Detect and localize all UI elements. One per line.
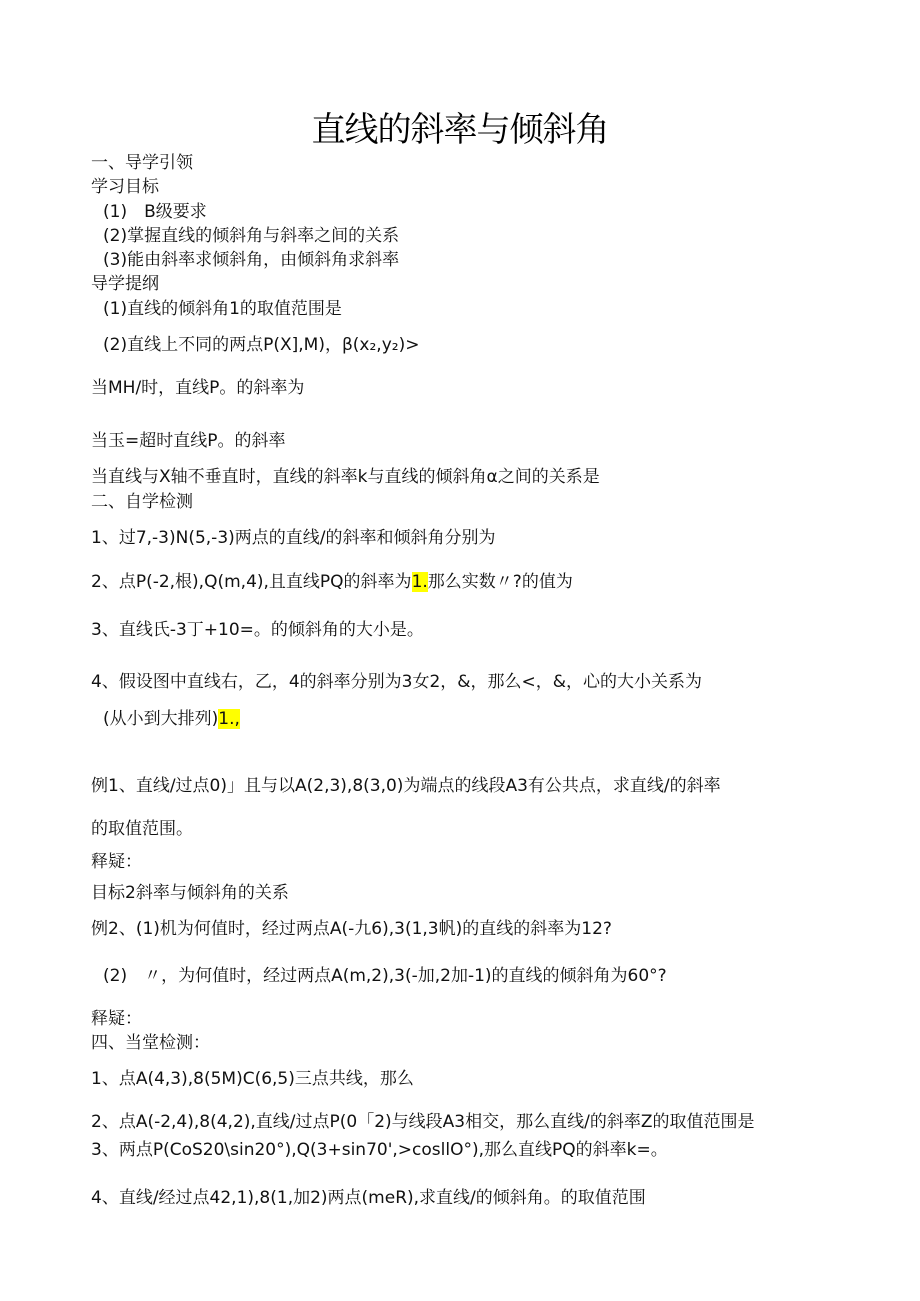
- text-line: (2)掌握直线的倾斜角与斜率之间的关系: [103, 226, 400, 246]
- question-item: 1、点A(4,3),8(5M)C(6,5)三点共线，那么: [91, 1069, 414, 1089]
- text-line: 当MH/时，直线P。的斜率为: [91, 378, 305, 398]
- page-title: 直线的斜率与倾斜角: [311, 110, 609, 150]
- question-item: [103, 708, 240, 730]
- text-line: 释疑：: [91, 852, 142, 872]
- example-item: (2) 〃，为何值时，经过两点A(m,2),3(-加,2加-1)的直线的倾斜角为60°?: [103, 966, 667, 986]
- example-item: 例2、(1)机为何值时，经过两点A(-九6),3(1,3帆)的直线的斜率为12?: [91, 919, 612, 939]
- question-item: 2、点A(-2,4),8(4,2),直线/过点P(0「2)与线段A3相交，那么直线/的斜率Z的取值范围是: [91, 1112, 755, 1132]
- text-line: (2)直线上不同的两点P(X],M)，β(x₂,y₂)>: [103, 335, 420, 355]
- example-item: 例1、直线/过点0)」且与以A(2,3),8(3,0)为端点的线段A3有公共点，求直线/的斜率: [91, 776, 721, 796]
- text-line: 释疑：: [91, 1009, 142, 1029]
- section-heading: 二、自学检测: [91, 492, 193, 512]
- question-item: 3、两点P(CoS20\sin20°),Q(3+sin70',>cosllO°),那么直线PQ的斜率k=。: [91, 1140, 668, 1160]
- question-item: [91, 571, 573, 593]
- text-line: 当直线与X轴不垂直时，直线的斜率k与直线的倾斜角α之间的关系是: [91, 467, 600, 487]
- question-item: 4、直线/经过点42,1),8(1,加2)两点(meR),求直线/的倾斜角。的取值范围: [91, 1188, 646, 1208]
- text-line: (1)直线的倾斜角1的取值范围是: [103, 299, 342, 319]
- question-item: 1、过7,-3)N(5,-3)两点的直线/的斜率和倾斜角分别为: [91, 528, 496, 548]
- highlighted-text: 1.,: [218, 709, 240, 729]
- question-item: 3、直线氏-3丁+10=。的倾斜角的大小是。: [91, 620, 424, 640]
- question-item: 4、假设图中直线右，乙，4的斜率分别为3女2，&，那么<，&，心的大小关系为: [91, 672, 703, 692]
- text-line: (3)能由斜率求倾斜角，由倾斜角求斜率: [103, 250, 400, 270]
- highlighted-text: 1.: [411, 572, 428, 592]
- subheading: 导学提纲: [91, 274, 159, 294]
- subheading: 学习目标: [91, 177, 159, 197]
- question-text: 那么实数〃?的值为: [427, 572, 573, 592]
- subheading: 目标2斜率与倾斜角的关系: [91, 883, 289, 903]
- text-line: 的取值范围。: [91, 819, 193, 839]
- text-line: (1) B级要求: [103, 202, 207, 222]
- section-heading: 四、当堂检测：: [91, 1033, 210, 1053]
- section-heading: 一、导学引领: [91, 153, 193, 173]
- question-text: (从小到大排列): [103, 709, 219, 729]
- text-line: 当玉=超时直线P。的斜率: [91, 431, 286, 451]
- question-text: 2、点P(-2,根),Q(m,4),且直线PQ的斜率为: [91, 572, 412, 592]
